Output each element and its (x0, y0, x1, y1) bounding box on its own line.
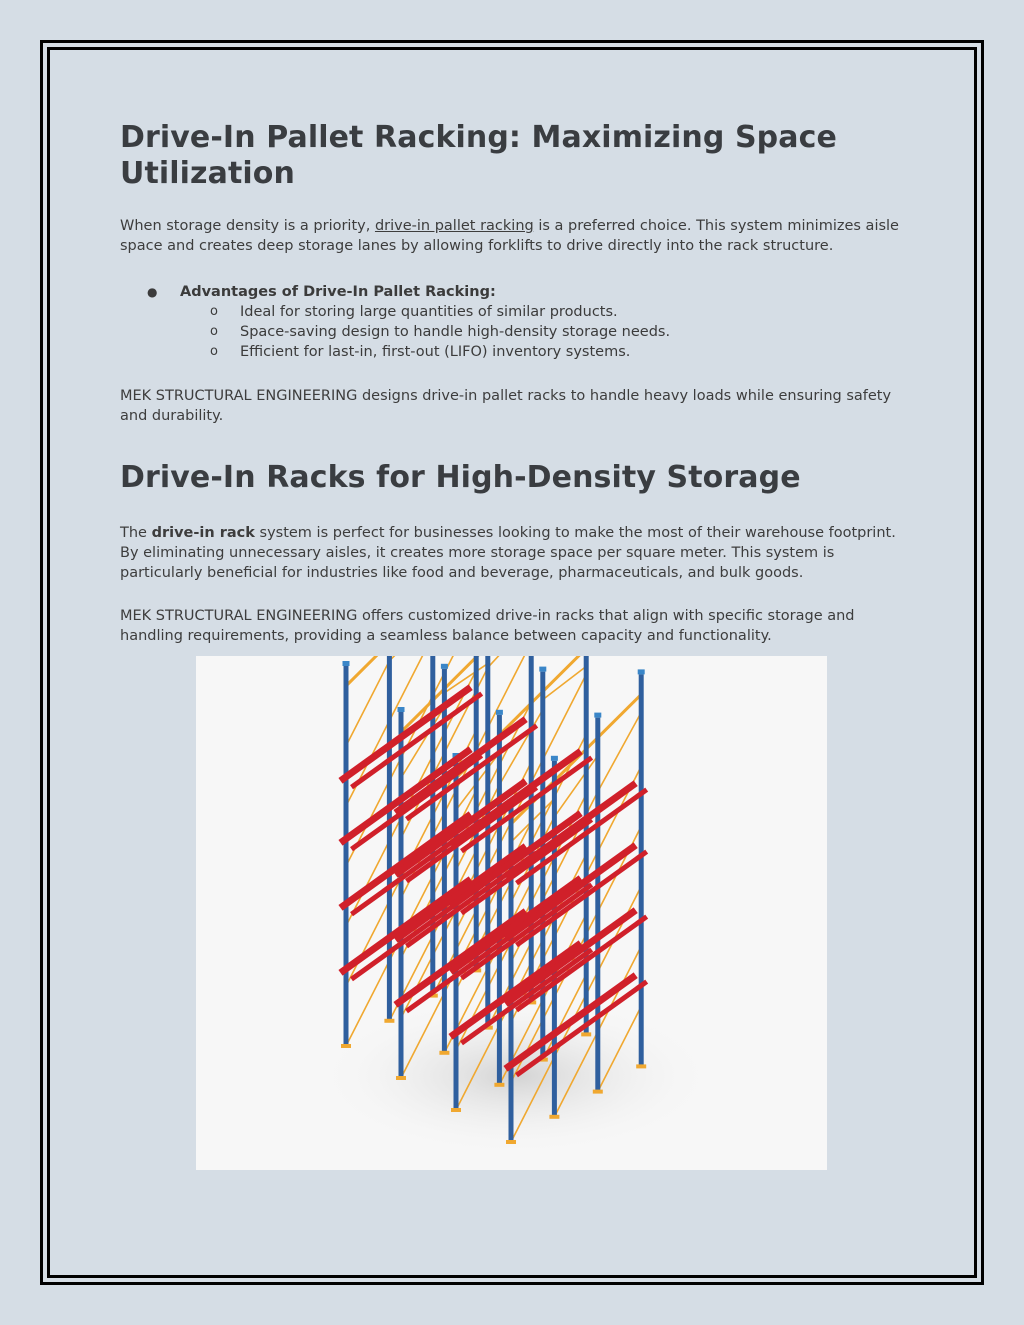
advantages-item (120, 282, 910, 362)
section1-intro (120, 216, 910, 256)
circle-bullet-icon: o (210, 304, 218, 319)
base-plate (396, 1076, 406, 1080)
base-plate (384, 1019, 394, 1023)
post-cap (551, 756, 558, 761)
list-item (180, 342, 910, 362)
post-cap (594, 713, 601, 718)
list-item-text: Ideal for storing large quantities of similar products. (240, 304, 618, 320)
intro-text-before: When storage density is a priority, (120, 218, 375, 234)
bullet-icon: ● (147, 285, 158, 299)
base-plate (506, 1140, 516, 1144)
circle-bullet-icon: o (210, 324, 218, 339)
post-cap (638, 669, 645, 674)
base-plate (593, 1090, 603, 1094)
document-body (120, 120, 910, 646)
section2-title: Drive-In Racks for High-Density Storage (120, 460, 801, 495)
drive-in-rack-image (196, 656, 827, 1170)
intro-text-after: is a preferred choice. This system minimizes aisle space and creates deep storage lanes by allowing forklifts to drive directly into the rack structure. (120, 218, 899, 254)
section2-para1 (120, 523, 910, 583)
para1-text-after: system is perfect for businesses looking to make the most of their warehouse footprint. By eliminating unnecessary aisles, it creates more storage space per square meter. This system is particularly beneficial for industries like food and beverage, pharmaceuticals, and bulk goods. (120, 525, 896, 581)
list-item (180, 322, 910, 342)
base-plate (549, 1115, 559, 1119)
post-cap (398, 707, 405, 712)
advantages-sublist (180, 302, 910, 362)
section1-title: Drive-In Pallet Racking: Maximizing Space Utilization (120, 120, 837, 191)
list-item-text: Efficient for last-in, first-out (LIFO) inventory systems. (240, 344, 631, 360)
para1-text-before: The (120, 525, 152, 541)
list-item-text: Space-saving design to handle high-density storage needs. (240, 324, 671, 340)
post-cap (343, 661, 350, 666)
brace-line (488, 656, 531, 668)
base-plate (341, 1044, 351, 1048)
list-item (180, 302, 910, 322)
base-plate (451, 1108, 461, 1112)
rack-illustration-svg (196, 656, 827, 1170)
post-cap (441, 664, 448, 669)
top-tie (346, 656, 389, 686)
circle-bullet-icon: o (210, 344, 218, 359)
section1-closing: MEK STRUCTURAL ENGINEERING designs drive-in pallet racks to handle heavy loads while ensuring safety and durability. (120, 388, 892, 424)
drive-in-pallet-racking-link[interactable]: drive-in pallet racking (374, 218, 534, 234)
section2-para2: MEK STRUCTURAL ENGINEERING offers customized drive-in racks that align with specific storage and handling requirements, providing a seamless balance between capacity and functionality. (120, 608, 855, 644)
post-cap (496, 710, 503, 715)
advantages-heading: Advantages of Drive-In Pallet Racking: (180, 284, 496, 300)
top-tie (598, 694, 641, 737)
post-cap (539, 667, 546, 672)
base-plate (494, 1083, 504, 1087)
brace-line (389, 656, 432, 661)
drive-in-rack-bold: drive-in rack (151, 525, 255, 541)
advantages-list (120, 282, 910, 362)
base-plate (581, 1032, 591, 1036)
brace-line (389, 656, 432, 721)
base-plate (439, 1051, 449, 1055)
base-plate (636, 1064, 646, 1068)
